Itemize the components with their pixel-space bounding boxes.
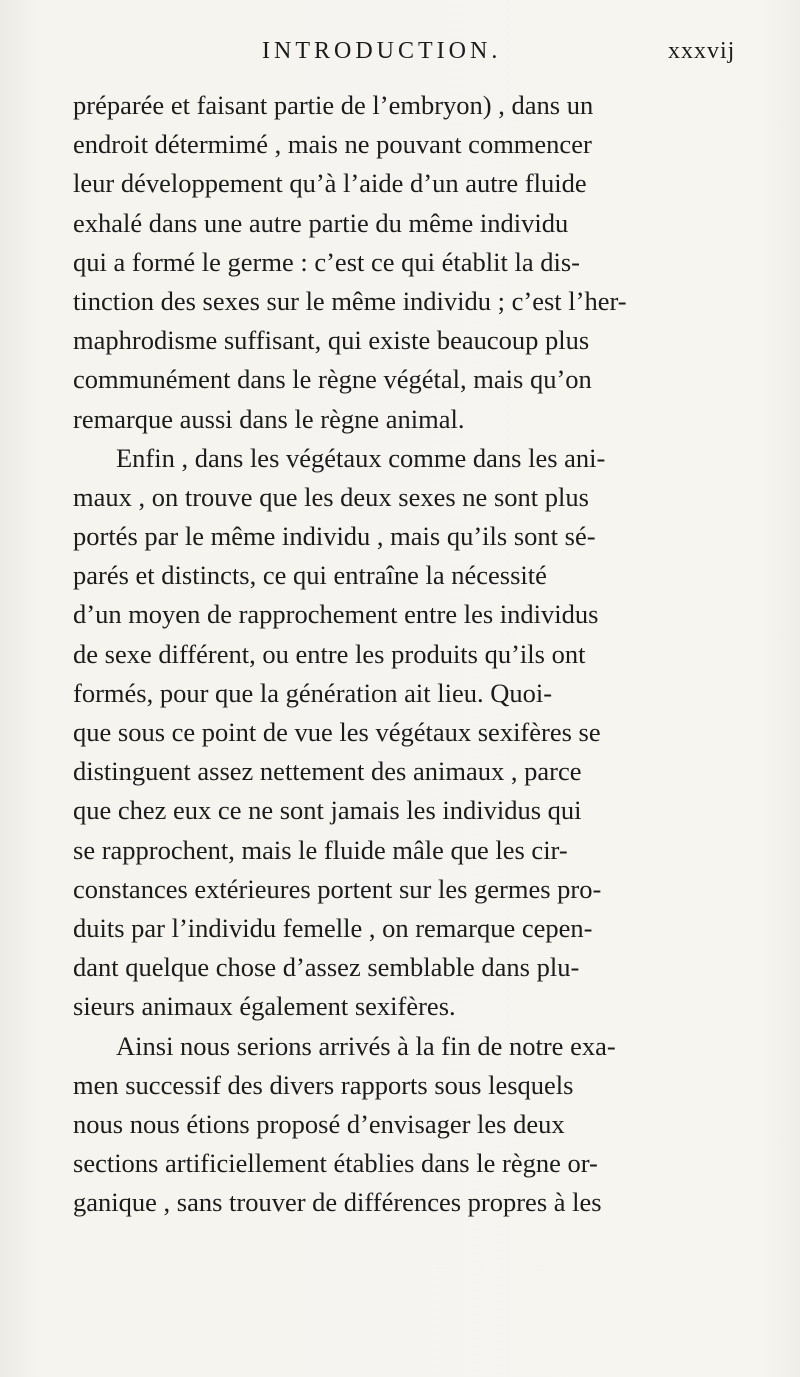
text-line: parés et distincts, ce qui entraîne la nécessité [73, 560, 547, 591]
text-line: préparée et faisant partie de l’embryon) , dans un [73, 90, 594, 120]
text-line: endroit détermimé , mais ne pouvant commencer [73, 129, 592, 160]
text-line: distinguent assez nettement des animaux , parce [73, 756, 582, 787]
text-line: maphrodisme suffisant, qui existe beaucoup plus [73, 325, 590, 356]
text-line: men successif des divers rapports sous lesquels [73, 1069, 574, 1100]
text-line: sieurs animaux également sexifères. [73, 991, 456, 1022]
text-line: de sexe différent, ou entre les produits qu’ils ont [73, 638, 586, 669]
text-line: leur développement qu’à l’aide d’un autre fluide [73, 168, 587, 199]
text-line: portés par le même individu , mais qu’ils sont sé- [73, 521, 596, 552]
text-line: remarque aussi dans le règne animal. [73, 403, 465, 434]
text-line: que chez eux ce ne sont jamais les individus qui [73, 795, 582, 826]
text-line: ganique , sans trouver de différences propres à les [73, 1187, 602, 1218]
text-line: formés, pour que la génération ait lieu. Quoi- [73, 677, 553, 708]
text-line: d’un moyen de rapprochement entre les individus [73, 599, 599, 630]
text-line: communément dans le règne végétal, mais qu’on [73, 364, 592, 395]
body-text [73, 86, 797, 1222]
text-line: duits par l’individu femelle , on remarque cepen- [73, 912, 593, 943]
paragraph-start-line: Ainsi nous serions arrivés à la fin de notre exa- [116, 1030, 616, 1061]
running-header [0, 38, 800, 78]
text-line: maux , on trouve que les deux sexes ne sont plus [73, 481, 589, 512]
text-line: sections artificiellement établies dans le règne or- [73, 1148, 598, 1179]
header-title: INTRODUCTION. [262, 38, 502, 64]
text-line: nous nous étions proposé d’envisager les deux [73, 1108, 565, 1139]
text-line: que sous ce point de vue les végétaux sexifères se [73, 717, 601, 747]
text-line: se rapprochent, mais le fluide mâle que les cir- [73, 834, 568, 865]
text-line: tinction des sexes sur le même individu ; c’est l’her- [73, 285, 627, 316]
text-line: qui a formé le germe : c’est ce qui établit la dis- [73, 246, 580, 277]
page-number: xxxvij [668, 38, 736, 64]
text-line: exhalé dans une autre partie du même individu [73, 207, 569, 238]
text-line: constances extérieures portent sur les germes pro- [73, 873, 602, 904]
text-line: dant quelque chose d’assez semblable dans plu- [73, 952, 580, 983]
paragraph-start-line: Enfin , dans les végétaux comme dans les ani- [116, 442, 606, 473]
